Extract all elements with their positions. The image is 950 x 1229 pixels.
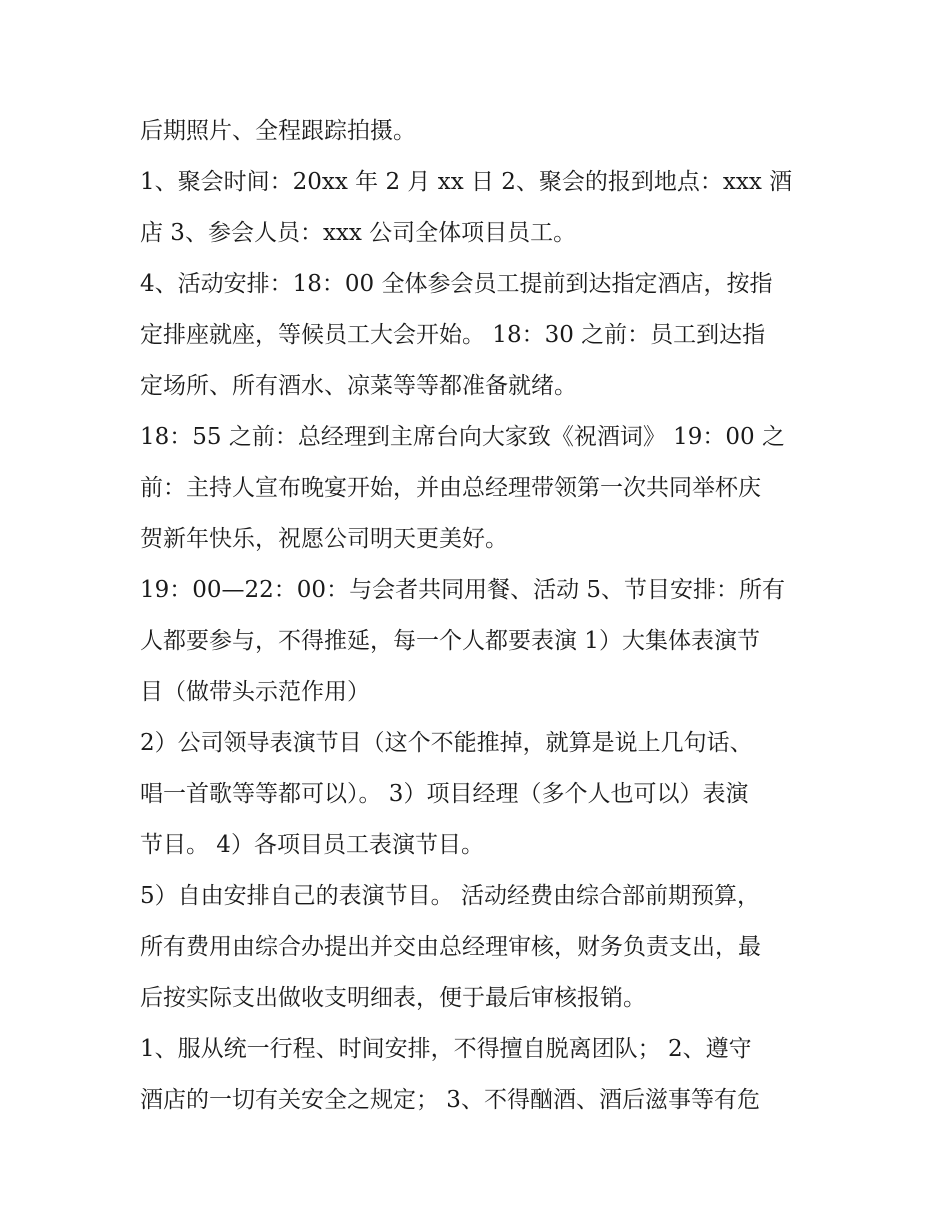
text-line: 目（做带头示范作用）	[140, 679, 370, 705]
text-line: 所有费用由综合办提出并交由总经理审核，财务负责支出，最	[140, 934, 761, 960]
text-line: 定排座就座，等候员工大会开始。 18：30 之前：员工到达指	[140, 322, 766, 348]
text-line: 酒店的一切有关安全之规定； 3、不得酗酒、酒后滋事等有危	[140, 1087, 760, 1113]
text-line: 1、服从统一行程、时间安排，不得擅自脱离团队； 2、遵守	[140, 1036, 752, 1062]
text-line: 定场所、所有酒水、凉菜等等都准备就绪。	[140, 373, 577, 399]
document-body	[140, 106, 820, 1126]
text-line: 贺新年快乐，祝愿公司明天更美好。	[140, 526, 508, 552]
text-line: 1、聚会时间：20xx 年 2 月 xx 日 2、聚会的报到地点：xxx 酒	[140, 169, 793, 195]
text-line: 节目。 4）各项目员工表演节目。	[140, 832, 484, 858]
text-line: 店 3、参会人员：xxx 公司全体项目员工。	[140, 220, 577, 246]
text-line: 4、活动安排：18：00 全体参会员工提前到达指定酒店，按指	[140, 271, 773, 297]
text-line: 人都要参与，不得推延，每一个人都要表演 1）大集体表演节	[140, 628, 760, 654]
text-line: 18：55 之前：总经理到主席台向大家致《祝酒词》 19：00 之	[140, 424, 785, 450]
text-line: 后按实际支出做收支明细表，便于最后审核报销。	[140, 985, 646, 1011]
text-line: 唱一首歌等等都可以）。 3）项目经理（多个人也可以）表演	[140, 781, 749, 807]
text-line: 后期照片、全程跟踪拍摄。	[140, 118, 416, 144]
text-line: 2）公司领导表演节目（这个不能推掉，就算是说上几句话、	[140, 730, 753, 756]
text-line: 前：主持人宣布晚宴开始，并由总经理带领第一次共同举杯庆	[140, 475, 761, 501]
text-line: 5）自由安排自己的表演节目。 活动经费由综合部前期预算，	[140, 883, 760, 909]
text-line: 19：00—22：00：与会者共同用餐、活动 5、节目安排：所有	[140, 577, 786, 603]
